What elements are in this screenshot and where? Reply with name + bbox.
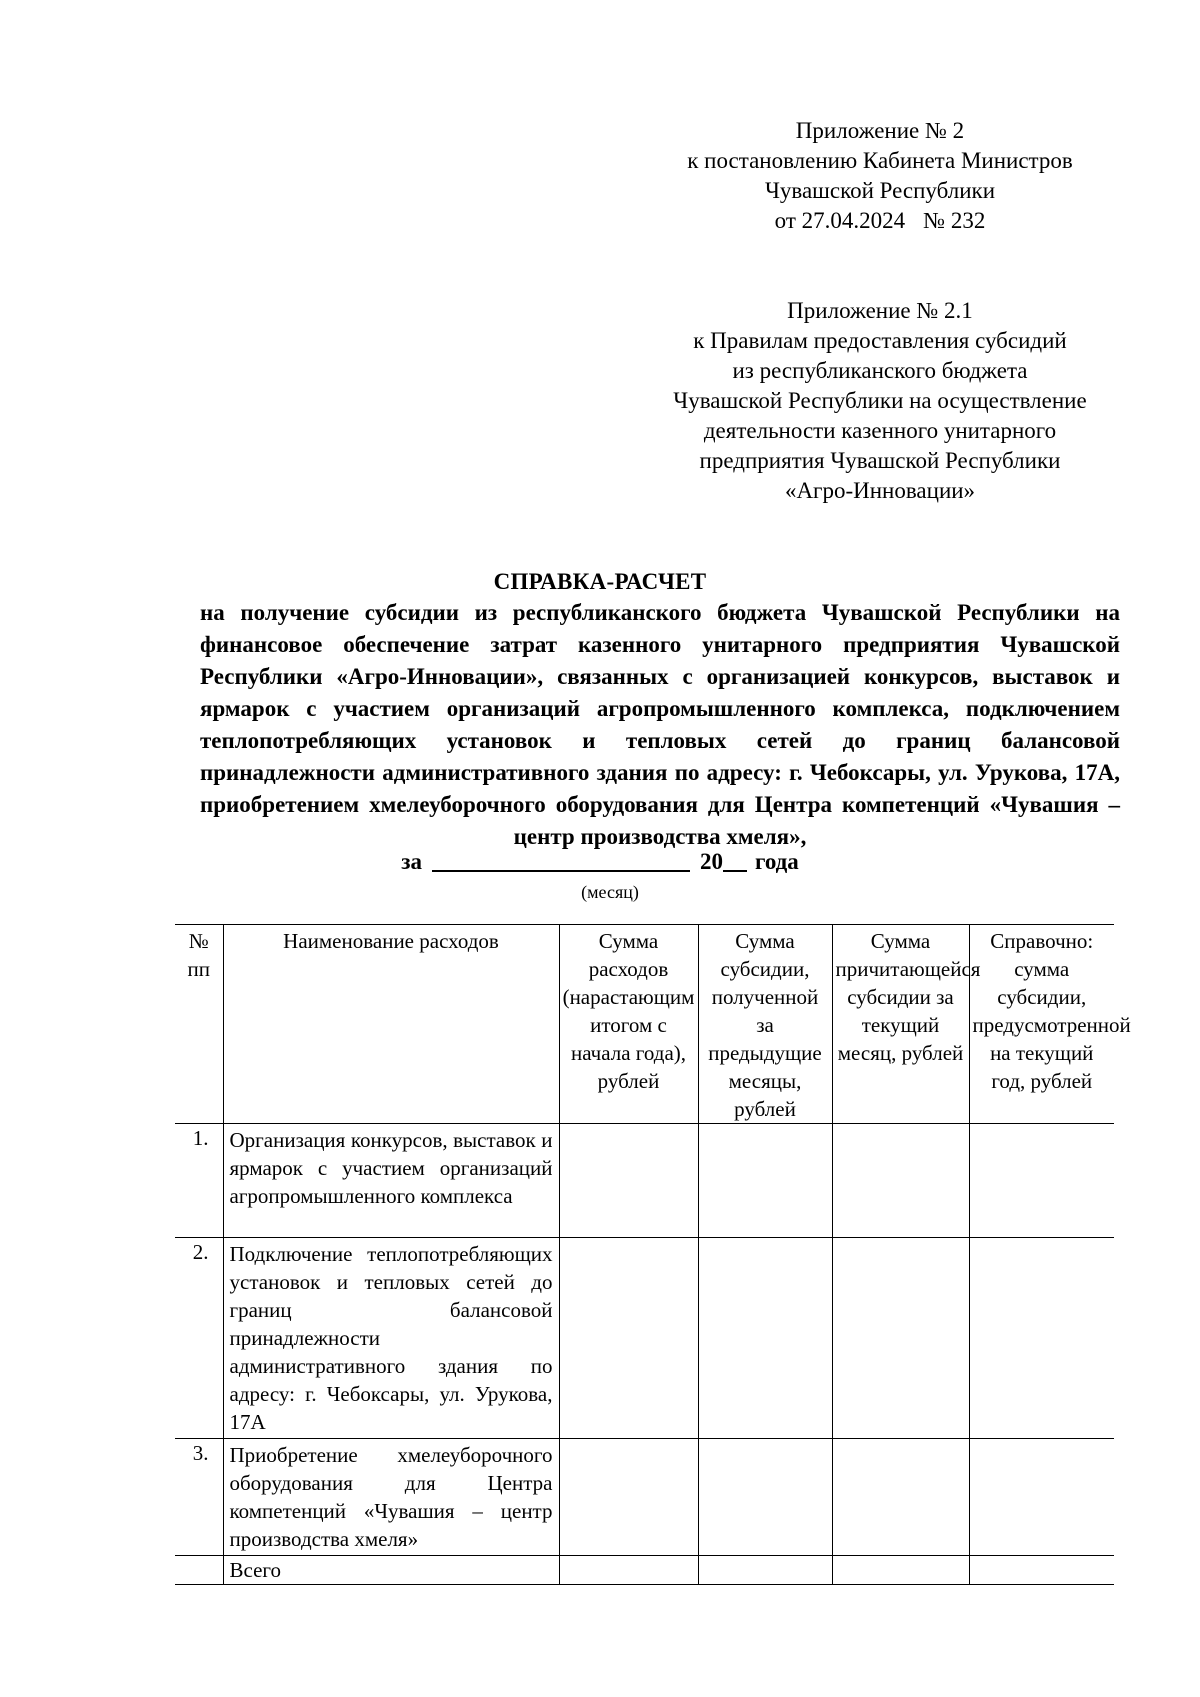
total-label: Всего <box>223 1556 559 1585</box>
header-number: № пп <box>175 925 223 1124</box>
table-header-row <box>175 925 1114 1124</box>
appendix-2-line: из республиканского бюджета <box>732 358 1028 383</box>
document-title: СПРАВКА-РАСЧЕТ <box>493 569 707 594</box>
table-row <box>175 1439 1114 1556</box>
document-subtitle: на получение субсидии из республиканского бюджета Чувашской Республики на финансовое обеспечение затрат казенного унитарного предприятия Чувашской Республики «Агро-Инновации», связанных с организацией конкурсов, выставок и ярмарок с участием организаций агропромышленного комплекса, подключением теплопотребляющих установок и тепловых сетей до границ балансовой принадлежности административного здания по адресу: г. Чебоксары, ул. Урукова, 17А, приобретением хмелеуборочного оборудования для Центра компетенций «Чувашия – центр производства хмеля», <box>200 600 1120 849</box>
row-expense-name: Приобретение хмелеуборочного оборудования для Центра компетенций «Чувашия – центр производства хмеля» <box>223 1439 559 1556</box>
appendix-1-header <box>620 116 1140 236</box>
cell-expense-sum[interactable] <box>559 1439 698 1556</box>
total-due-subsidy[interactable] <box>832 1556 969 1585</box>
cell-expense-sum[interactable] <box>559 1238 698 1439</box>
row-number: 2. <box>175 1238 223 1439</box>
appendix-1-number: № 232 <box>923 208 986 233</box>
appendix-2-line: Приложение № 2.1 <box>787 298 973 323</box>
row-number: 3. <box>175 1439 223 1556</box>
appendix-2-line: деятельности казенного унитарного <box>703 418 1057 443</box>
appendix-2-header <box>620 296 1140 506</box>
appendix-1-line: к постановлению Кабинета Министров <box>687 148 1073 173</box>
cell-received-subsidy[interactable] <box>698 1124 832 1238</box>
year-blank-field[interactable] <box>723 848 747 872</box>
appendix-2-line: «Агро-Инновации» <box>784 478 976 503</box>
cell-planned-subsidy[interactable] <box>969 1439 1114 1556</box>
appendix-1-line: Приложение № 2 <box>795 118 965 143</box>
header-due-subsidy: Сумма причитающейся субсидии за текущий месяц, рублей <box>832 925 969 1124</box>
appendix-2-line: предприятия Чувашской Республики <box>699 448 1061 473</box>
table-total-row <box>175 1556 1114 1585</box>
cell-received-subsidy[interactable] <box>698 1238 832 1439</box>
cell-due-subsidy[interactable] <box>832 1439 969 1556</box>
period-year: 20 <box>699 849 723 874</box>
appendix-1-date-line <box>620 206 1140 236</box>
row-expense-name: Организация конкурсов, выставок и ярмарок с участием организаций агропромышленного комплекса <box>223 1124 559 1238</box>
table-row <box>175 1238 1114 1439</box>
row-expense-name: Подключение теплопотребляющих установок и тепловых сетей до границ балансовой принадлежности административного здания по адресу: г. Чебоксары, ул. Урукова, 17А <box>223 1238 559 1439</box>
appendix-1-date: от 27.04.2024 <box>774 208 906 233</box>
total-number-cell <box>175 1556 223 1585</box>
month-hint: (месяц) <box>581 882 639 902</box>
appendix-2-line: Чувашской Республики на осуществление <box>673 388 1087 413</box>
table-row <box>175 1124 1114 1238</box>
cell-due-subsidy[interactable] <box>832 1124 969 1238</box>
total-planned-subsidy[interactable] <box>969 1556 1114 1585</box>
header-received-subsidy: Сумма субсидии, полученной за предыдущие месяцы, рублей <box>698 925 832 1124</box>
period-suffix: года <box>754 849 799 874</box>
appendix-2-line: к Правилам предоставления субсидий <box>693 328 1067 353</box>
cell-due-subsidy[interactable] <box>832 1238 969 1439</box>
total-received-subsidy[interactable] <box>698 1556 832 1585</box>
total-expense-sum[interactable] <box>559 1556 698 1585</box>
period-prefix: за <box>401 849 422 874</box>
row-number: 1. <box>175 1124 223 1238</box>
period-line <box>0 847 1200 877</box>
header-expense-name: Наименование расходов <box>223 925 559 1124</box>
appendix-1-line: Чувашской Республики <box>764 178 996 203</box>
header-expense-sum: Сумма расходов (нарастающим итогом с начала года), рублей <box>559 925 698 1124</box>
month-blank-field[interactable] <box>432 848 690 872</box>
header-planned-subsidy: Справочно: сумма субсидии, предусмотренной на текущий год, рублей <box>969 925 1114 1124</box>
cell-received-subsidy[interactable] <box>698 1439 832 1556</box>
calculation-table <box>175 924 1131 1585</box>
cell-planned-subsidy[interactable] <box>969 1238 1114 1439</box>
cell-expense-sum[interactable] <box>559 1124 698 1238</box>
cell-planned-subsidy[interactable] <box>969 1124 1114 1238</box>
